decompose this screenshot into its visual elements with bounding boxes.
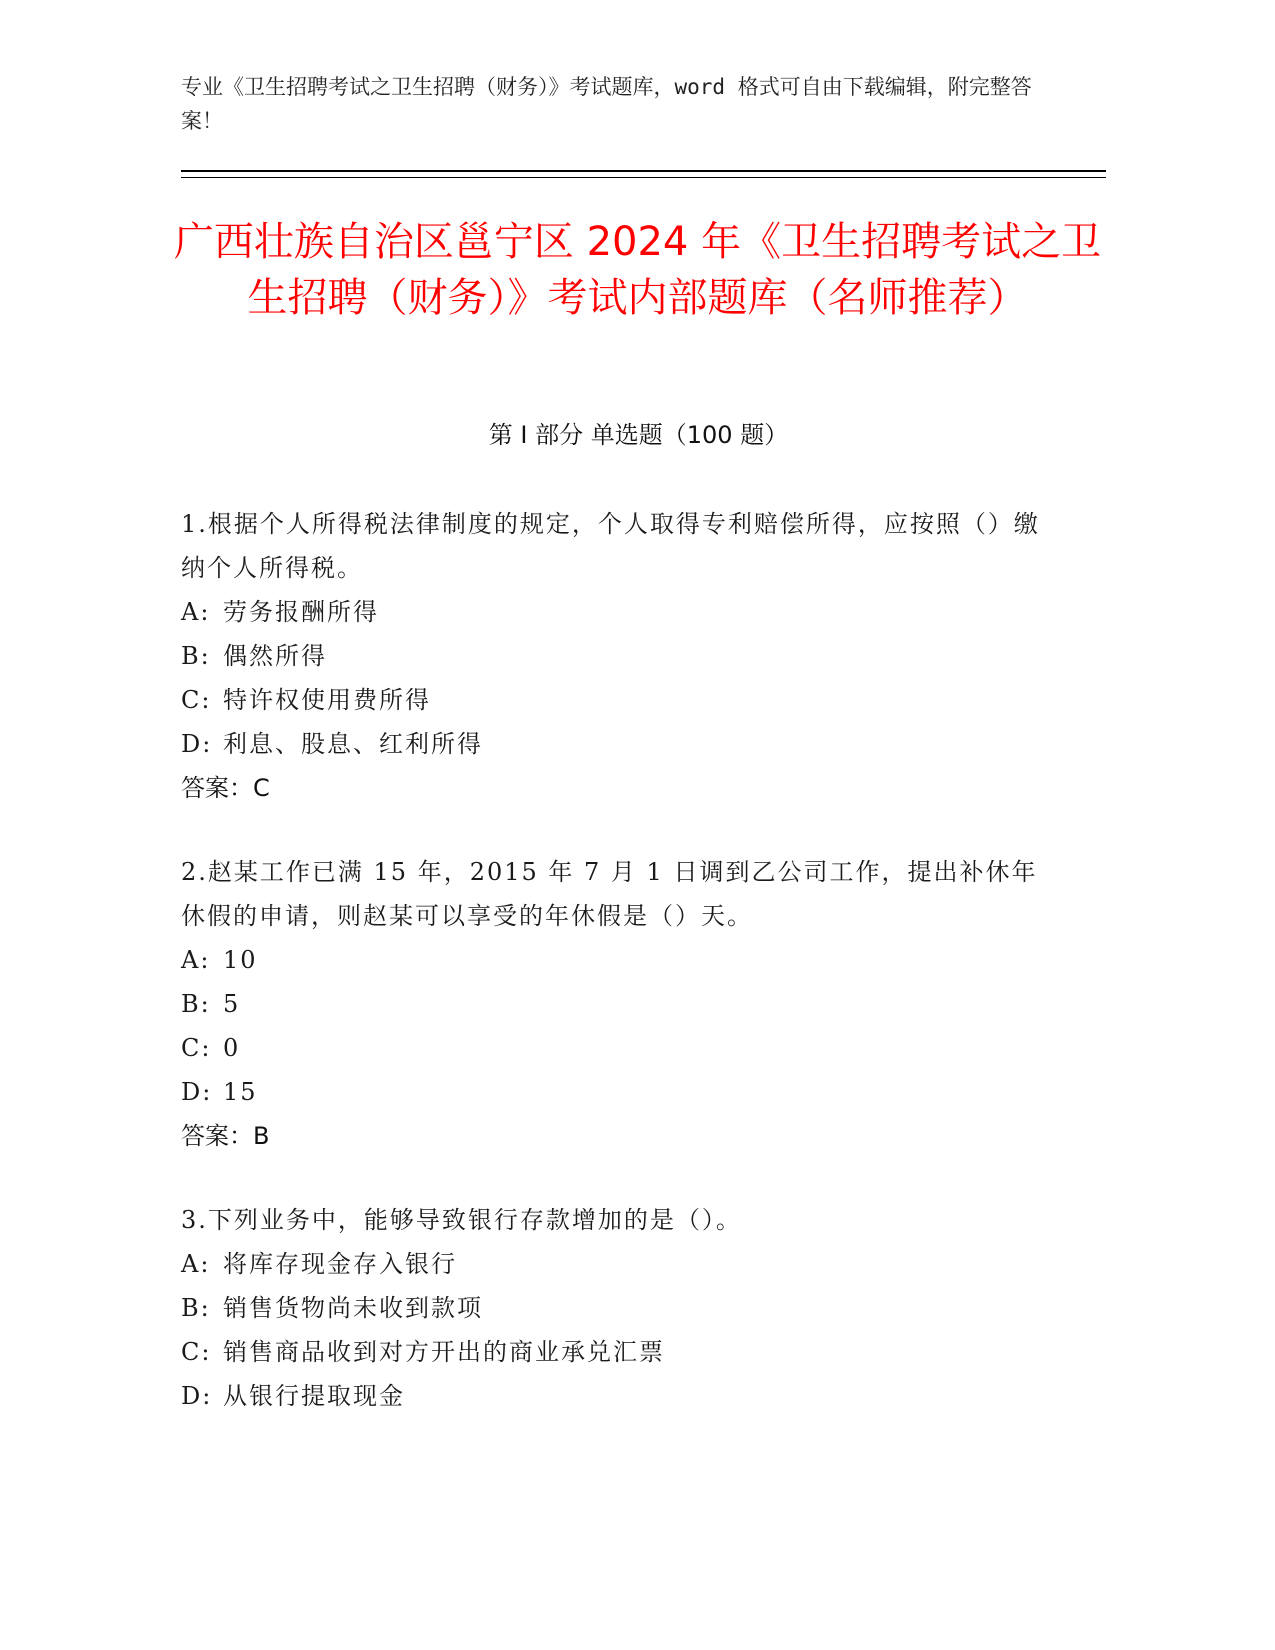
header-note: 专业《卫生招聘考试之卫生招聘（财务）》考试题库，word 格式可自由下载编辑，附完整答案！ [181,75,1032,133]
option-key: B: [181,642,211,670]
option-text: 劳务报酬所得 [223,598,379,626]
option-text: 0 [223,1034,241,1062]
option-key: D: [181,1078,213,1106]
option-row [181,982,1051,1026]
question-item [181,850,1051,1158]
option-key: B: [181,1294,211,1322]
document-title: 广西壮族自治区邕宁区 2024 年《卫生招聘考试之卫生招聘（财务）》考试内部题库（名师推荐） [173,219,1102,321]
option-text: 利息、股息、红利所得 [223,730,483,758]
option-text: 销售货物尚未收到款项 [223,1294,483,1322]
option-key: B: [181,990,211,1018]
section-heading: 第 I 部分 单选题（100 题） [488,421,789,449]
option-text: 5 [223,990,241,1018]
question-item [181,502,1051,810]
question-list [181,502,1051,1458]
option-row [181,678,1051,722]
answer-line: 答案：B [181,1122,270,1150]
option-row [181,1070,1051,1114]
question-stem: 2.赵某工作已满 15 年，2015 年 7 月 1 日调到乙公司工作，提出补休年休假的申请，则赵某可以享受的年休假是（）天。 [181,858,1038,930]
option-key: D: [181,1382,213,1410]
option-row [181,722,1051,766]
option-row [181,1286,1051,1330]
option-key: A: [181,1250,211,1278]
option-key: A: [181,598,211,626]
header-divider-thick [181,170,1106,172]
option-text: 偶然所得 [223,642,327,670]
question-stem: 1.根据个人所得税法律制度的规定，个人取得专利赔偿所得，应按照（）缴纳个人所得税。 [181,510,1040,582]
option-key: C: [181,686,212,714]
option-row [181,938,1051,982]
question-item [181,1198,1051,1418]
option-text: 特许权使用费所得 [223,686,431,714]
option-text: 从银行提取现金 [223,1382,405,1410]
option-text: 15 [223,1078,258,1106]
option-text: 销售商品收到对方开出的商业承兑汇票 [223,1338,665,1366]
option-row [181,634,1051,678]
option-row [181,1242,1051,1286]
option-key: A: [181,946,211,974]
option-key: C: [181,1338,212,1366]
option-row [181,1374,1051,1418]
answer-line: 答案：C [181,774,270,802]
option-row [181,590,1051,634]
option-key: D: [181,730,213,758]
header-divider-thin [181,177,1106,178]
option-text: 10 [223,946,258,974]
option-row [181,1330,1051,1374]
option-key: C: [181,1034,212,1062]
option-row [181,1026,1051,1070]
option-text: 将库存现金存入银行 [223,1250,457,1278]
question-stem: 3.下列业务中，能够导致银行存款增加的是（）。 [181,1206,742,1234]
